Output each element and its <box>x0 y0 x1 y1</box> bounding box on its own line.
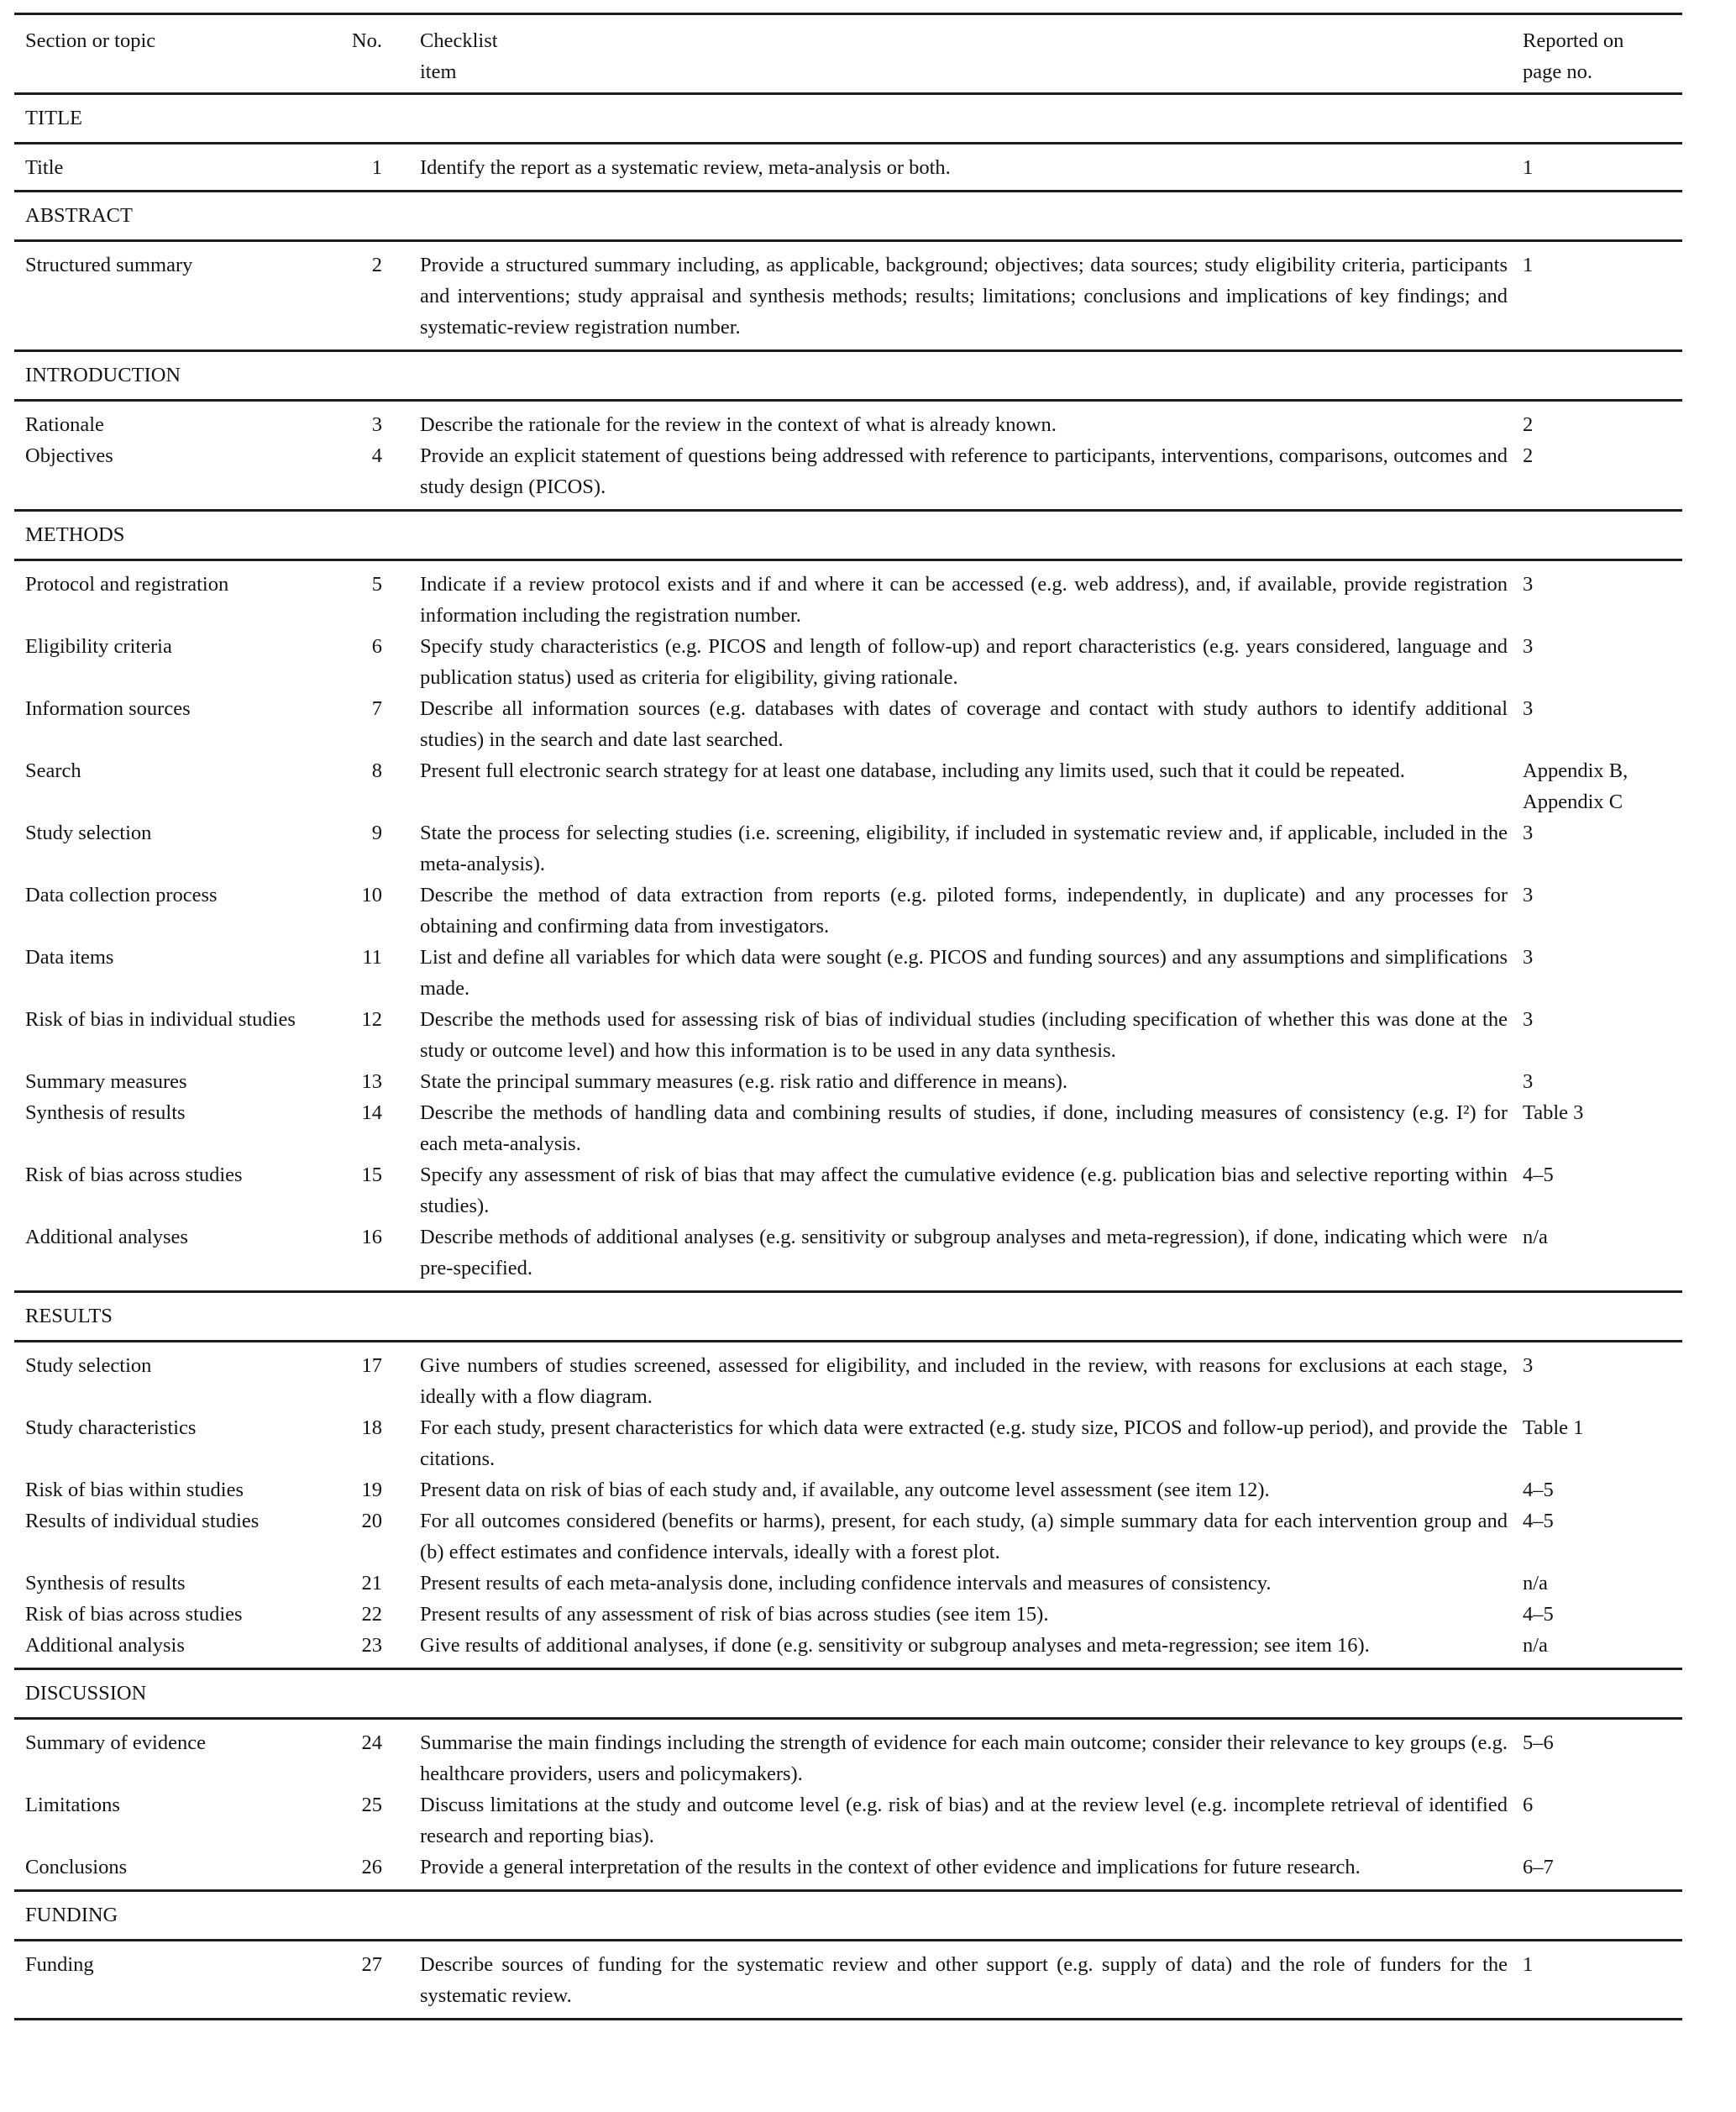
item-no: 19 <box>361 1479 382 1501</box>
section-heading-label: TITLE <box>25 107 83 129</box>
checklist-item-row <box>14 1004 1682 1066</box>
checklist-item-row <box>14 755 1682 817</box>
item-topic: Synthesis of results <box>25 1572 186 1595</box>
item-no: 26 <box>361 1856 382 1878</box>
section-heading-label: DISCUSSION <box>25 1682 147 1705</box>
item-topic: Synthesis of results <box>25 1101 186 1124</box>
item-page: 6–7 <box>1523 1856 1554 1878</box>
item-no: 7 <box>371 697 382 720</box>
checklist-item-row <box>14 1599 1682 1630</box>
item-no: 21 <box>361 1572 382 1595</box>
item-no: 22 <box>361 1603 382 1626</box>
item-no: 8 <box>371 759 382 782</box>
checklist-item-row <box>14 1852 1682 1883</box>
item-text: State the process for selecting studies (i.e. screening, eligibility, if included in systematic review and, if applicable, included in the meta-analysis). <box>420 822 1508 875</box>
checklist-item-row <box>14 152 1682 183</box>
item-no: 23 <box>361 1634 382 1657</box>
item-page: 3 <box>1523 1070 1534 1093</box>
item-no: 12 <box>361 1008 382 1031</box>
item-no: 11 <box>362 946 382 969</box>
item-text: Present results of each meta-analysis done, including confidence intervals and measures of consistency. <box>420 1572 1272 1595</box>
checklist-item-row <box>14 1505 1682 1568</box>
table-section <box>14 95 1682 192</box>
section-heading-row <box>14 1293 1682 1340</box>
item-no: 24 <box>361 1731 382 1754</box>
item-topic: Protocol and registration <box>25 573 229 596</box>
section-body <box>14 1941 1682 2018</box>
item-page: 4–5 <box>1523 1164 1554 1186</box>
item-text: Describe methods of additional analyses (e.g. sensitivity or subgroup analyses and meta-regression), if done, indicating which were pre-specified. <box>420 1226 1508 1279</box>
item-text: State the principal summary measures (e.g. risk ratio and difference in means). <box>420 1070 1068 1093</box>
item-text: Identify the report as a systematic review, meta-analysis or both. <box>420 156 951 179</box>
item-topic: Information sources <box>25 697 191 720</box>
item-text: Specify study characteristics (e.g. PICOS and length of follow-up) and report characteristics (e.g. years considered, language and publication status) used as criteria for eligibility, giving rationale. <box>420 635 1508 689</box>
item-text: For each study, present characteristics for which data were extracted (e.g. study size, PICOS and follow-up period), and provide the citations. <box>420 1416 1508 1470</box>
item-page: 3 <box>1523 635 1534 658</box>
section-heading-row <box>14 95 1682 142</box>
item-no: 14 <box>361 1101 382 1124</box>
section-heading-row <box>14 512 1682 559</box>
section-body <box>14 242 1682 349</box>
item-page: 2 <box>1523 444 1534 467</box>
column-header-checklist-item <box>382 25 1508 87</box>
item-text: Give results of additional analyses, if done (e.g. sensitivity or subgroup analyses and meta-regression; see item 16). <box>420 1634 1370 1657</box>
section-heading-label: FUNDING <box>25 1904 118 1926</box>
item-page: 3 <box>1523 1354 1534 1377</box>
item-no: 4 <box>371 444 382 467</box>
item-page: 3 <box>1523 884 1534 906</box>
item-page: Table 3 <box>1523 1101 1584 1124</box>
item-page: n/a <box>1523 1634 1548 1657</box>
item-page: 3 <box>1523 946 1534 969</box>
table-header-row <box>14 15 1682 92</box>
item-text: Describe the rationale for the review in the context of what is already known. <box>420 413 1057 436</box>
checklist-item-row <box>14 1066 1682 1097</box>
item-text: Describe the methods of handling data and combining results of studies, if done, including measures of consistency (e.g. I²) for each meta-analysis. <box>420 1101 1508 1155</box>
section-body <box>14 1720 1682 1889</box>
item-text: Describe sources of funding for the systematic review and other support (e.g. supply of data) and the role of funders for the systematic review. <box>420 1953 1508 2007</box>
item-page: 3 <box>1523 573 1534 596</box>
item-topic: Objectives <box>25 444 113 467</box>
column-header-no: No. <box>351 29 382 52</box>
item-topic: Additional analyses <box>25 1226 188 1248</box>
checklist-item-row <box>14 880 1682 942</box>
item-page: 1 <box>1523 1953 1534 1976</box>
item-topic: Eligibility criteria <box>25 635 172 658</box>
checklist-item-row <box>14 817 1682 880</box>
column-header-section-or-topic: Section or topic <box>25 29 156 52</box>
item-page: 1 <box>1523 254 1534 276</box>
item-page: n/a <box>1523 1572 1548 1595</box>
section-heading-row <box>14 192 1682 239</box>
item-page: 3 <box>1523 697 1534 720</box>
item-topic: Risk of bias in individual studies <box>25 1008 296 1031</box>
section-heading-row <box>14 1892 1682 1939</box>
item-no: 15 <box>361 1164 382 1186</box>
checklist-item-row <box>14 1789 1682 1852</box>
item-topic: Summary of evidence <box>25 1731 206 1754</box>
item-topic: Conclusions <box>25 1856 128 1878</box>
checklist-item-row <box>14 1630 1682 1661</box>
checklist-item-row <box>14 440 1682 502</box>
item-topic: Limitations <box>25 1794 120 1816</box>
table-section <box>14 512 1682 1293</box>
item-topic: Data collection process <box>25 884 218 906</box>
checklist-item-row <box>14 1727 1682 1789</box>
item-text: For all outcomes considered (benefits or harms), present, for each study, (a) simple summary data for each intervention group and (b) effect estimates and confidence intervals, ideally with a forest plot. <box>420 1510 1508 1563</box>
column-header-checklist-line1: Checklist <box>420 29 498 52</box>
checklist-item-row <box>14 1159 1682 1221</box>
column-header-checklist-line2: item <box>420 60 457 83</box>
section-heading-label: METHODS <box>25 523 125 546</box>
table-section <box>14 1670 1682 1892</box>
checklist-item-row <box>14 1097 1682 1159</box>
section-end-rule <box>14 2018 1682 2020</box>
table-section <box>14 352 1682 512</box>
item-text: Give numbers of studies screened, assessed for eligibility, and included in the review, with reasons for exclusions at each stage, ideally with a flow diagram. <box>420 1354 1508 1408</box>
item-text: Present full electronic search strategy for at least one database, including any limits used, such that it could be repeated. <box>420 759 1405 782</box>
checklist-item-row <box>14 1412 1682 1474</box>
table-section <box>14 1892 1682 2020</box>
table-section <box>14 1293 1682 1670</box>
item-no: 6 <box>371 635 382 658</box>
item-page: 2 <box>1523 413 1534 436</box>
item-page: 3 <box>1523 822 1534 844</box>
checklist-item-row <box>14 409 1682 440</box>
item-no: 17 <box>361 1354 382 1377</box>
item-topic: Data items <box>25 946 114 969</box>
item-page: 4–5 <box>1523 1603 1554 1626</box>
item-topic: Risk of bias across studies <box>25 1164 243 1186</box>
item-no: 3 <box>371 413 382 436</box>
section-heading-label: ABSTRACT <box>25 204 133 227</box>
section-body <box>14 561 1682 1290</box>
item-no: 2 <box>371 254 382 276</box>
item-topic: Study selection <box>25 822 152 844</box>
item-text: Present results of any assessment of risk of bias across studies (see item 15). <box>420 1603 1049 1626</box>
item-page: Appendix B, Appendix C <box>1523 759 1628 813</box>
checklist-item-row <box>14 569 1682 631</box>
checklist-item-row <box>14 1949 1682 2011</box>
column-header-page-line1: Reported on <box>1523 29 1624 52</box>
checklist-item-row <box>14 1568 1682 1599</box>
item-no: 5 <box>371 573 382 596</box>
item-no: 13 <box>361 1070 382 1093</box>
checklist-item-row <box>14 942 1682 1004</box>
item-no: 10 <box>361 884 382 906</box>
section-body <box>14 1342 1682 1668</box>
item-topic: Risk of bias within studies <box>25 1479 244 1501</box>
item-text: Provide a structured summary including, as applicable, background; objectives; data sources; study eligibility criteria, participants and interventions; study appraisal and synthesis methods; results; limitations; conclusions and implications of key findings; and systematic-review registration number. <box>420 254 1508 339</box>
item-topic: Additional analysis <box>25 1634 185 1657</box>
section-heading-label: INTRODUCTION <box>25 364 181 386</box>
item-page: 6 <box>1523 1794 1534 1816</box>
section-body <box>14 402 1682 509</box>
table-section <box>14 192 1682 352</box>
checklist-item-row <box>14 1221 1682 1284</box>
item-topic: Risk of bias across studies <box>25 1603 243 1626</box>
item-text: Describe all information sources (e.g. databases with dates of coverage and contact with study authors to identify additional studies) in the search and date last searched. <box>420 697 1508 751</box>
prisma-checklist-table <box>14 13 1682 2020</box>
item-no: 25 <box>361 1794 382 1816</box>
item-topic: Funding <box>25 1953 94 1976</box>
item-text: List and define all variables for which data were sought (e.g. PICOS and funding sources) and any assumptions and simplifications made. <box>420 946 1508 1000</box>
section-heading-label: RESULTS <box>25 1305 113 1327</box>
item-text: Describe the methods used for assessing risk of bias of individual studies (including specification of whether this was done at the study or outcome level) and how this information is to be used in any data synthesis. <box>420 1008 1508 1062</box>
section-heading-row <box>14 1670 1682 1717</box>
item-topic: Study selection <box>25 1354 152 1377</box>
item-topic: Title <box>25 156 64 179</box>
item-topic: Search <box>25 759 81 782</box>
item-page: 1 <box>1523 156 1534 179</box>
checklist-item-row <box>14 1474 1682 1505</box>
item-no: 9 <box>371 822 382 844</box>
checklist-item-row <box>14 631 1682 693</box>
table-sections-container <box>14 95 1682 2020</box>
column-header-page-line2: page no. <box>1523 60 1592 83</box>
item-text: Provide an explicit statement of questions being addressed with reference to participants, interventions, comparisons, outcomes and study design (PICOS). <box>420 444 1508 498</box>
item-text: Discuss limitations at the study and outcome level (e.g. risk of bias) and at the review level (e.g. incomplete retrieval of identified research and reporting bias). <box>420 1794 1508 1847</box>
item-text: Describe the method of data extraction from reports (e.g. piloted forms, independently, in duplicate) and any processes for obtaining and confirming data from investigators. <box>420 884 1508 938</box>
item-page: 5–6 <box>1523 1731 1554 1754</box>
section-heading-row <box>14 352 1682 399</box>
item-topic: Summary measures <box>25 1070 187 1093</box>
item-topic: Structured summary <box>25 254 193 276</box>
item-page: n/a <box>1523 1226 1548 1248</box>
item-no: 1 <box>371 156 382 179</box>
item-page: Table 1 <box>1523 1416 1584 1439</box>
item-topic: Study characteristics <box>25 1416 197 1439</box>
item-text: Indicate if a review protocol exists and if and where it can be accessed (e.g. web address), and, if available, provide registration information including the registration number. <box>420 573 1508 627</box>
item-text: Summarise the main findings including the strength of evidence for each main outcome; consider their relevance to key groups (e.g. healthcare providers, users and policymakers). <box>420 1731 1508 1785</box>
checklist-item-row <box>14 1350 1682 1412</box>
item-page: 3 <box>1523 1008 1534 1031</box>
item-page: 4–5 <box>1523 1479 1554 1501</box>
item-no: 20 <box>361 1510 382 1532</box>
item-no: 18 <box>361 1416 382 1439</box>
item-no: 16 <box>361 1226 382 1248</box>
column-header-reported-on-page <box>1508 25 1682 87</box>
item-no: 27 <box>361 1953 382 1976</box>
item-text: Present data on risk of bias of each study and, if available, any outcome level assessment (see item 12). <box>420 1479 1270 1501</box>
item-page: 4–5 <box>1523 1510 1554 1532</box>
section-body <box>14 144 1682 190</box>
item-topic: Results of individual studies <box>25 1510 260 1532</box>
checklist-item-row <box>14 250 1682 343</box>
item-text: Provide a general interpretation of the results in the context of other evidence and implications for future research. <box>420 1856 1361 1878</box>
checklist-item-row <box>14 693 1682 755</box>
item-topic: Rationale <box>25 413 104 436</box>
item-text: Specify any assessment of risk of bias that may affect the cumulative evidence (e.g. publication bias and selective reporting within studies). <box>420 1164 1508 1217</box>
